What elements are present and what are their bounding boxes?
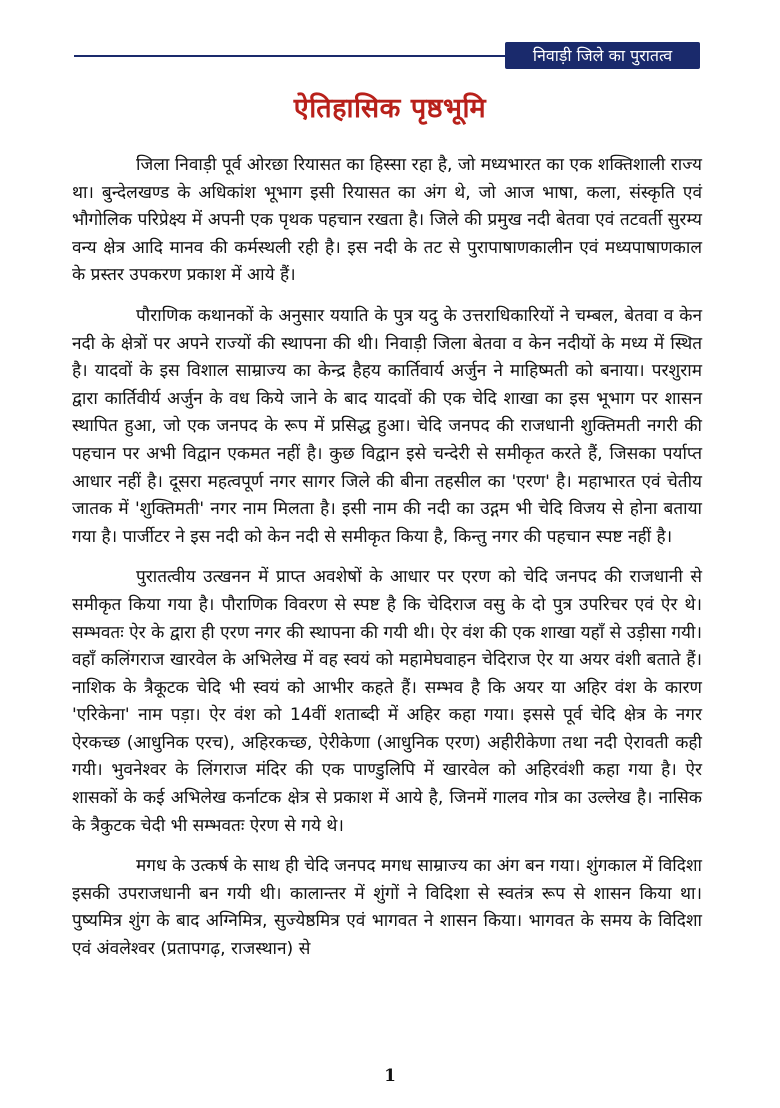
running-header: निवाड़ी जिले का पुरातत्व [505,42,700,69]
page-title: ऐतिहासिक पृष्ठभूमि [293,93,487,124]
paragraph: मगध के उत्कर्ष के साथ ही चेदि जनपद मगध साम्राज्य का अंग बन गया। शुंगकाल में विदिशा इसकी उपराजधानी बन गयी थी। कालान्तर में शुंगों ने विदिशा से स्वतंत्र रूप से शासन किया था। पुष्यमित्र शुंग के बाद अग्निमित्र, सुज्येष्ठमित्र एवं भागवत ने शासन किया। भागवत के समय के विदिशा एवं अंवलेश्वर (प्रतापगढ़, राजस्थान) से [72,856,703,960]
paragraph: पुरातत्वीय उत्खनन में प्राप्त अवशेषों के आधार पर एरण को चेदि जनपद की राजधानी से समीकृत किया गया है। पौराणिक विवरण से स्पष्ट है कि चेदिराज वसु के दो पुत्र उपरिचर एवं ऐर थे। सम्भवतः ऐर के द्वारा ही एरण नगर की स्थापना की गयी थी। ऐर वंश की एक शाखा यहाँ से उड़ीसा गयी। वहाँ कलिंगराज खारवेल के अभिलेख में वह स्वयं को महामेघवाहन चेदिराज ऐर या अयर वंशी बताते हैं। नाशिक के त्रैकूटक चेदि भी स्वयं को आभीर कहते हैं। सम्भव है कि अयर या अहिर वंश के कारण 'एरिकेना' नाम पड़ा। ऐर वंश को 14वीं शताब्दी में अहिर कहा गया। इससे पूर्व चेदि क्षेत्र के नगर ऐरकच्छ (आधुनिक एरच), अहिरकच्छ, ऐरीकेणा (आधुनिक एरण) अहीरीकेणा तथा नदी ऐरावती कही गयी। भुवनेश्वर के लिंगराज मंदिर की एक पाण्डुलिपि में खारवेल को अहिरवंशी कहा गया है। ऐर शासकों के कई अभिलेख कर्नाटक क्षेत्र से प्रकाश में आये है, जिनमें गालव गोत्र का उल्लेख है। नासिक के त्रैकुटक चेदी भी सम्भवतः ऐरण से गये थे। [72,567,702,836]
paragraph: जिला निवाड़ी पूर्व ओरछा रियासत का हिस्सा रहा है, जो मध्यभारत का एक शक्तिशाली राज्य था। बुन्देलखण्ड के अधिकांश भूभाग इसी रियासत का अंग थे, जो आज भाषा, कला, संस्कृति एवं भौगोलिक परिप्रेक्ष्य में अपनी एक पृथक पहचान रखता है। जिले की प्रमुख नदी बेतवा एवं तटवर्ती सुरम्य वन्य क्षेत्र आदि मानव की कर्मस्थली रही है। इस नदी के तट से पुरापाषाणकालीन एवं मध्यपाषाणकाल के प्रस्तर उपकरण प्रकाश में आये हैं। [72,155,702,286]
paragraph: पौराणिक कथानकों के अनुसार ययाति के पुत्र यदु के उत्तराधिकारियों ने चम्बल, बेतवा व केन नदी के क्षेत्रों पर अपने राज्यों की स्थापना की थी। निवाड़ी जिला बेतवा व केन नदीयों के मध्य में स्थित है। यादवों के इस विशाल साम्राज्य का केन्द्र हैहय कार्तिवार्य अर्जुन ने माहिष्मती को बनाया। परशुराम द्वारा कार्तिवीर्य अर्जुन के वध किये जाने के बाद यादवों की एक चेदि शाखा का इस भूभाग पर शासन स्थापित हुआ, जो एक जनपद के रूप में प्रसिद्ध हुआ। चेदि जनपद की राजधानी शुक्तिमती नगरी की पहचान पर अभी विद्वान एकमत नहीं है। कुछ विद्वान इसे चन्देरी से समीकृत करते हैं, जिसका पर्याप्त आधार नहीं है। दूसरा महत्वपूर्ण नगर सागर जिले की बीना तहसील का 'एरण' है। महाभारत एवं चेतीय जातक में 'शुक्तिमती' नगर नाम मिलता है। इसी नाम की नदी का उद्गम भी चेदि विजय से होना बताया गया है। पार्जीटर ने इस नदी को केन नदी से समीकृत किया है, किन्तु नगर की पहचान स्पष्ट नहीं है। [72,305,702,547]
header-rule [74,55,514,57]
page-number: 1 [384,1066,396,1086]
body-text [72,152,702,977]
